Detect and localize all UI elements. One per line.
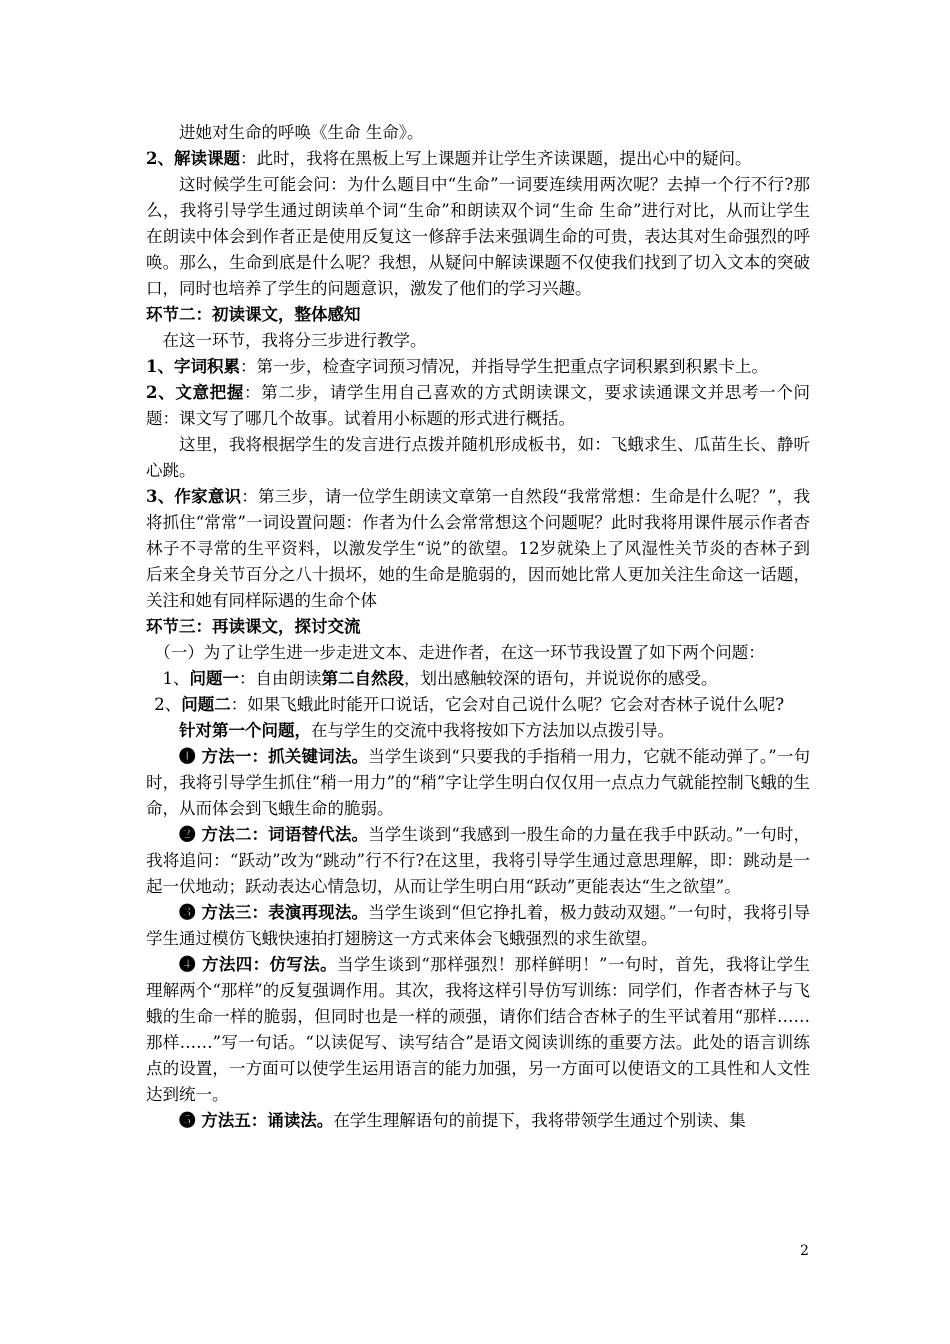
paragraph: [146, 484, 810, 614]
bold-text: 3、作家意识: [146, 487, 242, 506]
paragraph: [146, 666, 810, 692]
paragraph: [146, 354, 810, 380]
text-run: 当学生谈到“但它挣扎着，极力鼓动双翅。”一句时，我将引导学生通过模仿飞蛾快速拍打翅膀这一方式来体会飞蛾强烈的求生欲望。: [146, 903, 811, 948]
text-run: 在学生理解语句的前提下，我将带领学生通过个别读、集: [333, 1111, 746, 1130]
bold-text: 针对第一个问题，: [179, 721, 311, 740]
text-run: 1、: [162, 669, 190, 688]
page-number: 2: [800, 1243, 809, 1259]
text-run: （一）为了让学生进一步走进文本、走进作者，在这一环节我设置了如下两个问题：: [154, 643, 765, 662]
text-run: 在这一环节，我将分三步进行教学。: [162, 331, 427, 350]
paragraph: [146, 614, 810, 640]
body-text: [146, 120, 810, 1134]
paragraph: [146, 744, 810, 822]
paragraph: [146, 640, 810, 666]
text-run: ：第一步，检查字词预习情况，并指导学生把重点字词积累到积累卡上。: [239, 357, 768, 376]
bold-text: ❸ 方法三：表演再现法。: [179, 903, 369, 922]
bold-text: 环节三：再读课文，探讨交流: [146, 617, 361, 636]
paragraph: [146, 900, 810, 952]
bold-text: 环节二：初读课文，整体感知: [146, 305, 361, 324]
text-run: ，划出感触较深的语句，并说说你的感受。: [404, 669, 718, 688]
text-run: 当学生谈到“只要我的手指稍一用力，它就不能动弹了。”一句时，我将引导学生抓住“稍一用力”的“稍”字让学生明白仅仅用一点点力气就能控制飞蛾的生命，从而体会到飞蛾生命的脆弱。: [146, 747, 811, 818]
bold-text: 第二自然段: [321, 669, 404, 688]
paragraph: [146, 380, 810, 432]
bold-text: 2、文意把握: [146, 383, 245, 402]
text-run: ：此时，我将在黑板上写上课题并让学生齐读课题，提出心中的疑问。: [239, 149, 752, 168]
bold-text: 问题二: [181, 695, 231, 714]
paragraph: [146, 952, 810, 1108]
text-run: 进她对生命的呼唤《生命 生命》。: [179, 123, 424, 142]
paragraph: [146, 120, 810, 146]
paragraph: [146, 718, 810, 744]
bold-text: 2、解读课题: [146, 149, 240, 168]
bold-text: ❷ 方法二：词语替代法。: [179, 825, 369, 844]
paragraph: [146, 692, 810, 718]
paragraph: [146, 302, 810, 328]
text-run: ：第二步，请学生用自己喜欢的方式朗读课文，要求读通课文并思考一个问题：课文写了哪几个故事。试着用小标题的形式进行概括。: [146, 383, 811, 428]
text-run: 当学生谈到“那样强烈！那样鲜明！”一句时，首先，我将让学生理解两个“那样”的反复强调作用。其次，我将这样引导仿写训练：同学们，作者杏林子与飞蛾的生命一样的脆弱，但同时也是一样的顽强，请你们结合杏林子的生平试着用“那样……那样……”写一句话。“以读促写、读写结合”是语文阅读训练的重要方法。此处的语言训练点的设置，一方面可以使学生运用语言的能力加强，另一方面可以使语文的工具性和人文性达到统一。: [146, 955, 810, 1104]
text-run: ：如果飞蛾此时能开口说话，它会对自己说什么呢？它会对杏林子说什么呢?: [230, 695, 785, 714]
text-run: 在与学生的交流中我将按如下方法加以点拨引导。: [311, 721, 674, 740]
bold-text: 问题一: [189, 669, 239, 688]
paragraph: [146, 822, 810, 900]
paragraph: [146, 432, 810, 484]
bold-text: ❹ 方法四：仿写法。: [179, 955, 338, 974]
paragraph: [146, 172, 810, 302]
text-run: ：第三步，请一位学生朗读文章第一自然段“我常常想：生命是什么呢？”，我将抓住“常常”一词设置问题：作者为什么会常常想这个问题呢？此时我将用课件展示作者杏林子不寻常的生平资料，以激发学生“说”的欲望。12岁就染上了风湿性关节炎的杏林子到后来全身关节百分之八十损坏，她的生命是脆弱的，因而她比常人更加关注生命这一话题，关注和她有同样际遇的生命个体: [146, 487, 810, 610]
text-run: 2、: [154, 695, 182, 714]
text-run: 这时候学生可能会问：为什么题目中“生命”一词要连续用两次呢？去掉一个行不行?那么，我将引导学生通过朗读单个词“生命”和朗读双个词“生命 生命”进行对比，从而让学生在朗读中体会到作者正是使用反复这一修辞手法来强调生命的可贵，表达其对生命强烈的呼唤。那么，生命到底是什么呢？我想，从疑问中解读课题不仅使我们找到了切入文本的突破口，同时也培养了学生的问题意识，激发了他们的学习兴趣。: [146, 175, 810, 298]
text-run: 这里，我将根据学生的发言进行点拨并随机形成板书，如：飞蛾求生、瓜苗生长、静听心跳。: [146, 435, 810, 480]
bold-text: ❶ 方法一：抓关键词法。: [179, 747, 369, 766]
paragraph: [146, 1108, 810, 1134]
bold-text: ❺ 方法五：诵读法。: [179, 1111, 334, 1130]
paragraph: [146, 328, 810, 354]
paragraph: [146, 146, 810, 172]
text-run: 当学生谈到“我感到一股生命的力量在我手中跃动。”一句时，我将追问：“跃动”改为“跳动”行不行?在这里，我将引导学生通过意思理解，即：跳动是一起一伏地动；跃动表达心情急切，从而让学生明白用“跃动”更能表达“生之欲望”。: [146, 825, 811, 896]
text-run: ：自由朗读: [239, 669, 322, 688]
bold-text: 1、字词积累: [146, 357, 240, 376]
